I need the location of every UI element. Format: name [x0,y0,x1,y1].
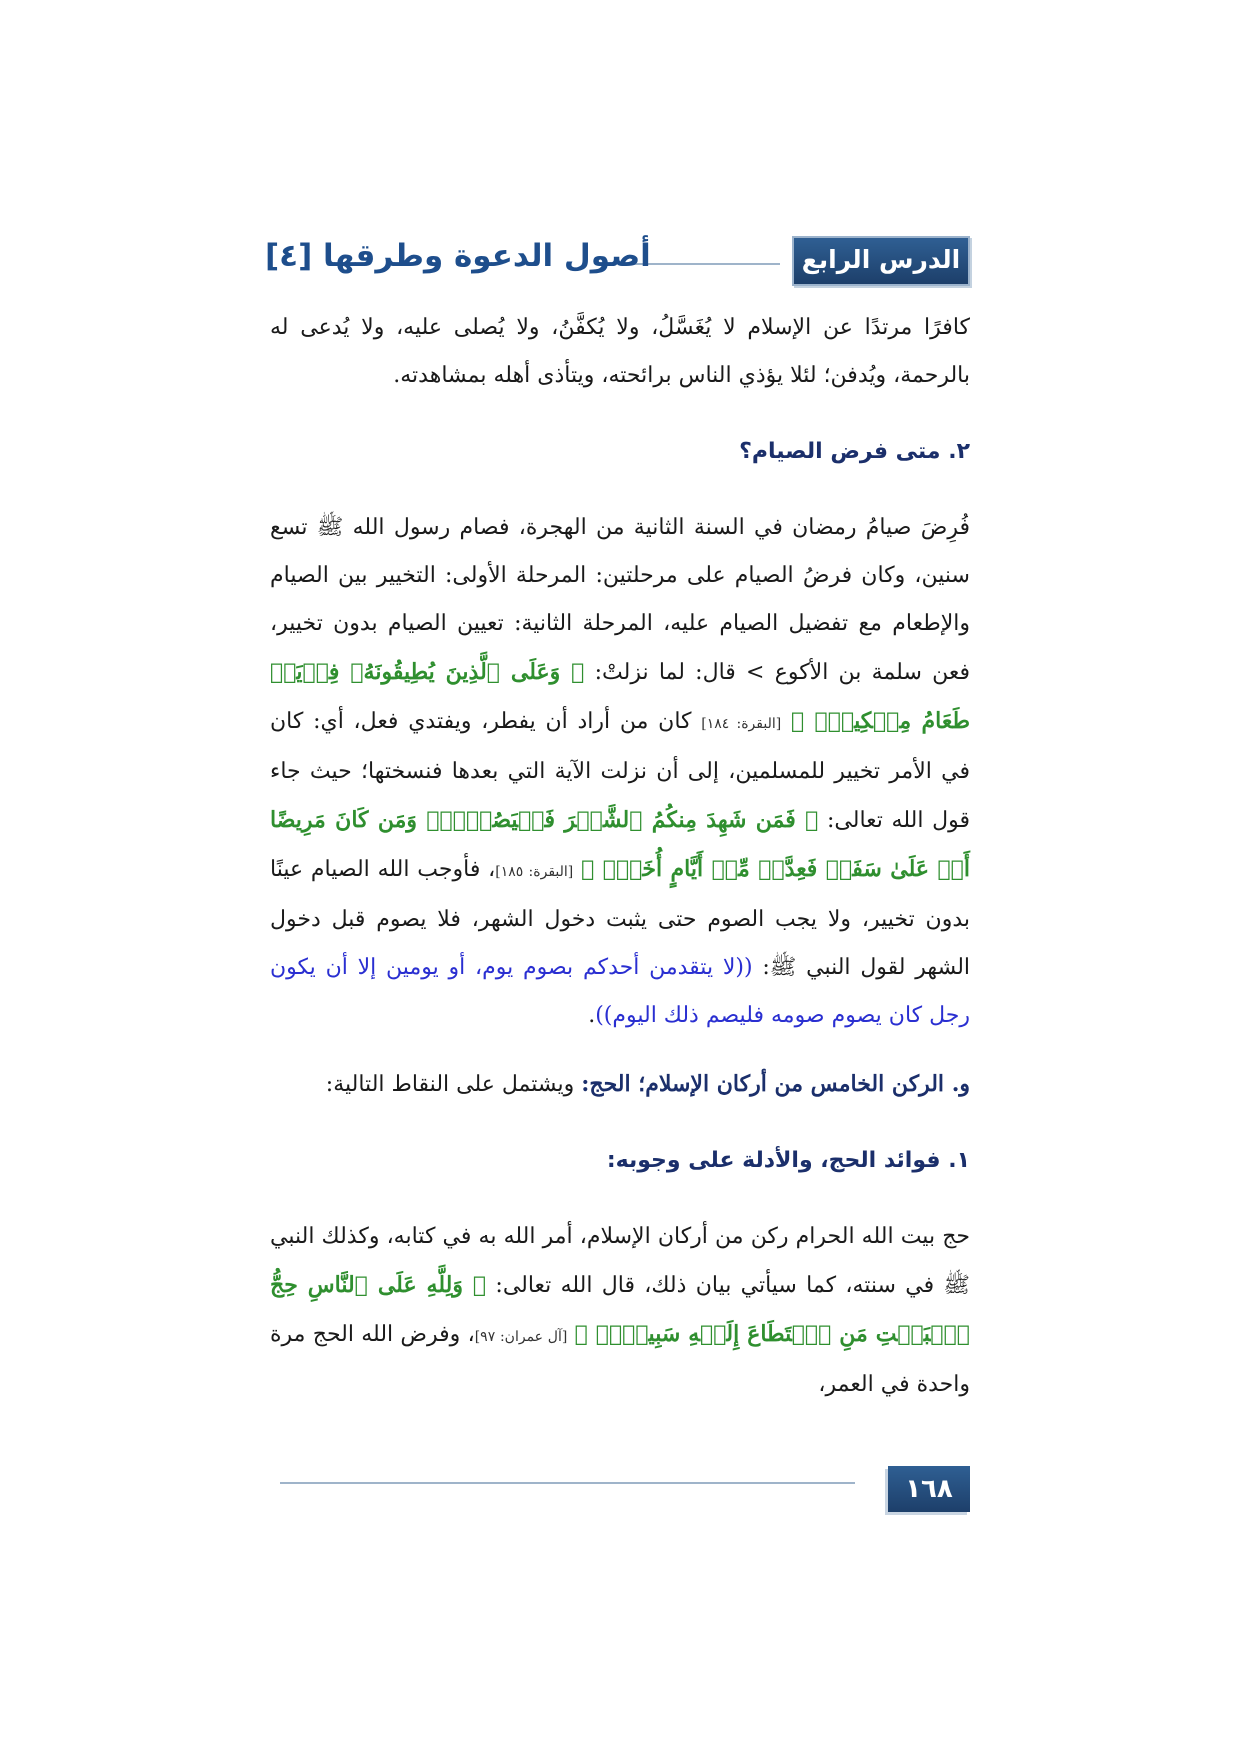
paragraph-text: ويشتمل على النقاط التالية: [325,1072,582,1097]
paragraph-text: كان من أراد أن يفطر، ويفتدي فعل، أي: كان في الأمر تخيير للمسلمين، إلى أن نزلت الآية التي بعدها فنسختها؛ حيث جاء قول الله تعالى: [270,709,970,833]
paragraph-text: ، فأوجب الله الصيام عينًا بدون تخيير، ولا يجب الصوم حتى يثبت دخول الشهر، فلا يصوم قبل دخول الشهر لقول النبي ﷺ: [270,857,971,980]
verse-reference: [آل عمران: ٩٧] [474,1329,568,1345]
paragraph-text: حج بيت الله الحرام ركن من أركان الإسلام، أمر الله به في كتابه، وكذلك النبي ﷺ في سنته، كما سيأتي بيان ذلك، قال الله تعالى: [270,1224,970,1298]
paragraph-text: فُرِضَ صيامُ رمضان في السنة الثانية من الهجرة، فصام رسول الله ﷺ تسع سنين، وكان فرضُ الصيام على مرحلتين: المرحلة الأولى: التخيير بين الصيام والإطعام مع تفضيل الصيام عليه، المرحلة الثانية: تعيين الصيام بدون تخيير، فعن سلمة بن الأكوع > قال: لما نزلتْ: [270,515,971,685]
lesson-tag: الدرس الرابع [792,236,970,286]
paragraph-text: . [588,1003,596,1028]
page-header [265,236,970,286]
verse-reference: [البقرة: ١٨٥] [495,864,574,880]
quran-verse-baqarah-184: ﴿ وَعَلَى ٱلَّذِينَ يُطِيقُونَهُۥ فِدۡيَةٞ طَعَامُ مِسۡكِينٖۖ ﴾ [270,659,970,734]
heading-fasting-obligation-time: ٢. متى فرض الصيام؟ [739,439,970,464]
paragraph-apostate-burial: كافرًا مرتدًا عن الإسلام لا يُغَسَّلُ، ولا يُكفَّنُ، ولا يُصلى عليه، ولا يُدعى له بالرحمة، ويُدفن؛ لئلا يؤذي الناس برائحته، ويتأذى أهله بمشاهدته. [270,315,970,388]
section-title-hajj: و. الركن الخامس من أركان الإسلام؛ الحج: [581,1071,970,1097]
page-number: ١٦٨ [888,1466,970,1512]
section-hajj-intro [270,1060,970,1109]
hadith-text: ((لا يتقدمن أحدكم بصوم يوم، أو يومين إلا أن يكون رجل كان يصوم صومه فليصم ذلك اليوم)) [270,955,970,1028]
paragraph-fasting-stages [270,504,970,1040]
quran-verse-al-imran-97: ﴿ وَلِلَّهِ عَلَى ٱلنَّاسِ حِجُّ ٱلۡبَيۡتِ مَنِ ٱسۡتَطَاعَ إِلَيۡهِ سَبِيلٗاۚ ﴾ [270,1272,971,1347]
quran-verse-baqarah-185: ﴿ فَمَن شَهِدَ مِنكُمُ ٱلشَّهۡرَ فَلۡيَصُمۡهُۖ وَمَن كَانَ مَرِيضًا أَوۡ عَلَىٰ سَفَرٖ فَعِدَّةٞ مِّنۡ أَيَّامٍ أُخَرَۗ ﴾ [270,807,970,882]
page-content [270,304,970,1409]
heading-hajj-benefits: ١. فوائد الحج، والأدلة على وجوبه: [606,1148,970,1173]
footer-rule [280,1482,855,1484]
paragraph-hajj-pillar [270,1213,970,1409]
book-title: أصول الدعوة وطرقها [٤] [265,238,651,274]
paragraph-text: ، وفرض الله الحج مرة واحدة في العمر، [270,1322,970,1397]
verse-reference: [البقرة: ١٨٤] [701,716,782,732]
page-footer [280,1466,970,1512]
